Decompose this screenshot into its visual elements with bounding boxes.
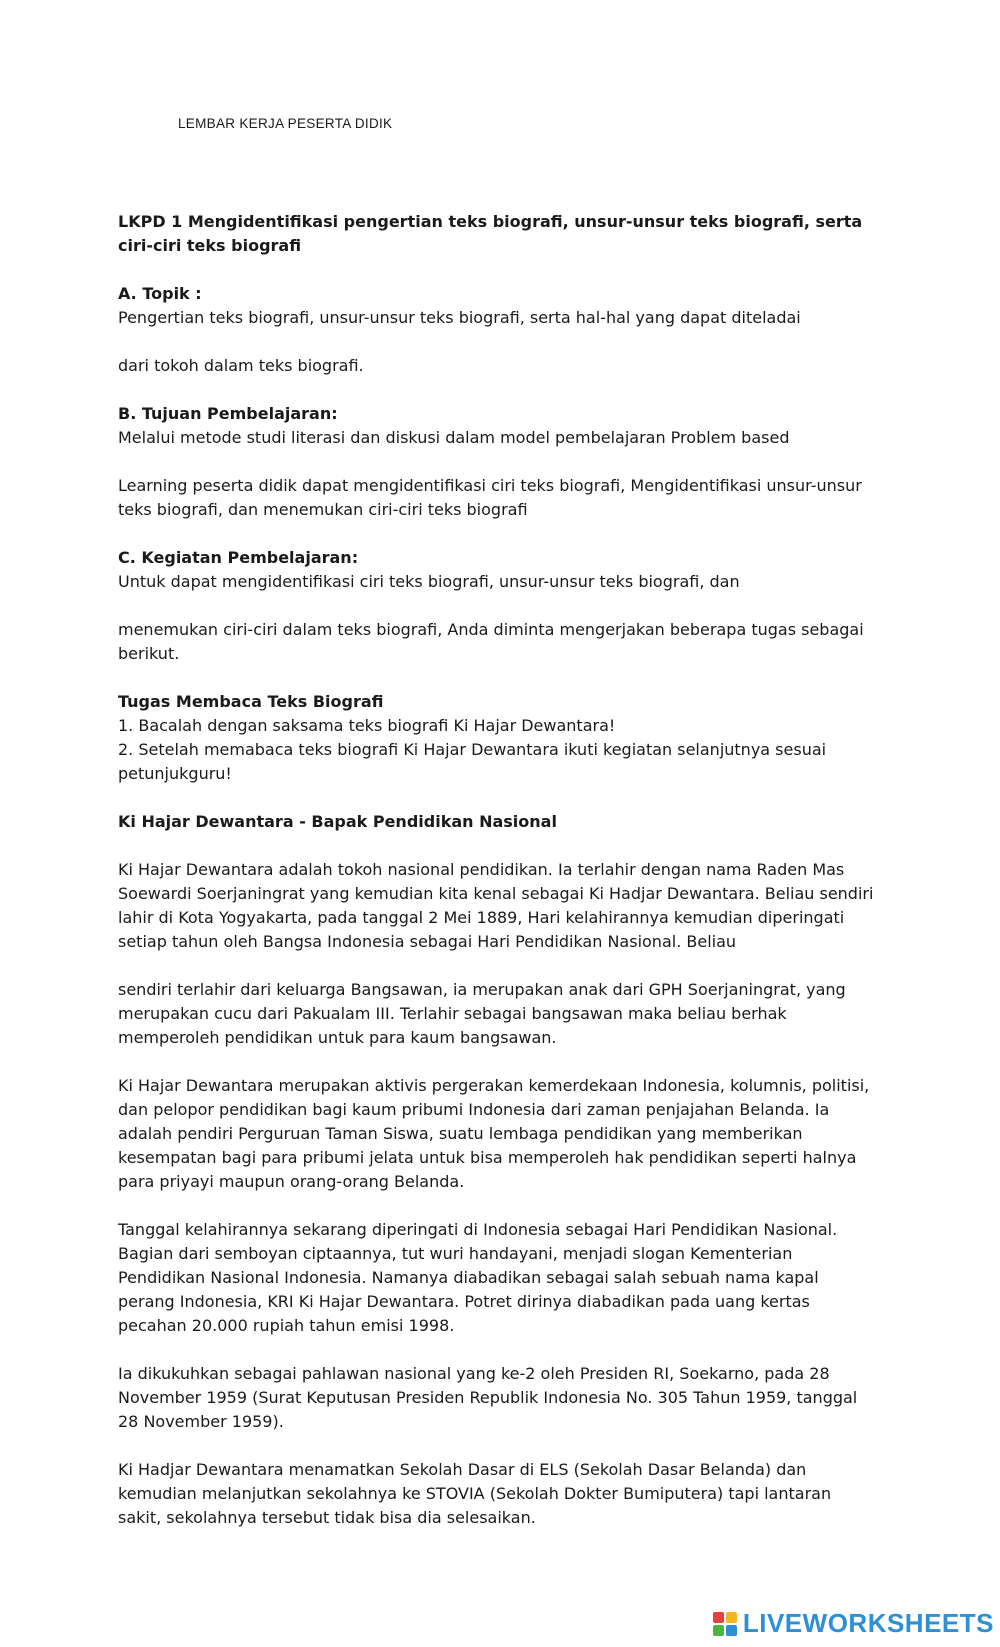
kegiatan-heading: C. Kegiatan Pembelajaran:: [118, 548, 359, 567]
tujuan-heading: B. Tujuan Pembelajaran:: [118, 404, 338, 423]
tugas-heading: Tugas Membaca Teks Biografi: [118, 692, 384, 711]
biografi-paragraph: Ia dikukuhkan sebagai pahlawan nasional yang ke-2 oleh Presiden RI, Soekarno, pada 28 November 1959 (Surat Keputusan Presiden Republik Indonesia No. 305 Tahun 1959, tanggal 28 November 1959).: [118, 1364, 858, 1431]
logo-square-green: [713, 1625, 724, 1636]
logo-square-red: [713, 1612, 724, 1623]
tujuan-text-2: Learning peserta didik dapat mengidentifikasi ciri teks biografi, Mengidentifikasi unsur-unsur teks biografi, dan menemukan ciri-ciri teks biografi: [118, 476, 862, 519]
logo-square-yellow: [726, 1612, 737, 1623]
kegiatan-text-2: menemukan ciri-ciri dalam teks biografi, Anda diminta mengerjakan beberapa tugas sebagai berikut.: [118, 620, 864, 663]
tujuan-text-1: Melalui metode studi literasi dan diskusi dalam model pembelajaran Problem based: [118, 428, 790, 447]
biografi-paragraph: sendiri terlahir dari keluarga Bangsawan, ia merupakan anak dari GPH Soerjaningrat, yang merupakan cucu dari Pakualam III. Terlahir sebagai bangsawan maka beliau berhak memperoleh pendidikan untuk para kaum bangsawan.: [118, 980, 846, 1047]
tugas-item: 2. Setelah memabaca teks biografi Ki Hajar Dewantara ikuti kegiatan selanjutnya sesuai petunjukguru!: [118, 740, 827, 783]
topik-text-1: Pengertian teks biografi, unsur-unsur teks biografi, serta hal-hal yang dapat diteladai: [118, 308, 801, 327]
watermark-text: LIVEWORKSHEETS: [742, 1608, 994, 1638]
worksheet-content: [118, 210, 878, 1530]
topik-heading: A. Topik :: [118, 284, 202, 303]
biografi-paragraph: Tanggal kelahirannya sekarang diperingati di Indonesia sebagai Hari Pendidikan Nasional. Bagian dari semboyan ciptaannya, tut wuri handayani, menjadi slogan Kementerian Pendidikan Nasional Indonesia. Namanya diabadikan sebagai salah sebuah nama kapal perang Indonesia, KRI Ki Hajar Dewantara. Potret dirinya diabadikan pada uang kertas pecahan 20.000 rupiah tahun emisi 1998.: [118, 1220, 838, 1335]
liveworksheets-logo-icon: [713, 1612, 737, 1636]
kegiatan-text-1: Untuk dapat mengidentifikasi ciri teks biografi, unsur-unsur teks biografi, dan: [118, 572, 740, 591]
biografi-paragraph: Ki Hadjar Dewantara menamatkan Sekolah Dasar di ELS (Sekolah Dasar Belanda) dan kemudian melanjutkan sekolahnya ke STOVIA (Sekolah Dokter Bumiputera) tapi lantaran sakit, sekolahnya tersebut tidak bisa dia selesaikan.: [118, 1460, 832, 1527]
topik-text-2: dari tokoh dalam teks biografi.: [118, 356, 364, 375]
biografi-title: Ki Hajar Dewantara - Bapak Pendidikan Nasional: [118, 812, 557, 831]
logo-square-blue: [726, 1625, 737, 1636]
tugas-item: 1. Bacalah dengan saksama teks biografi Ki Hajar Dewantara!: [118, 716, 616, 735]
tugas-list: [118, 714, 878, 786]
page-header: LEMBAR KERJA PESERTA DIDIK: [178, 116, 393, 131]
lkpd-title: LKPD 1 Mengidentifikasi pengertian teks biografi, unsur-unsur teks biografi, serta ciri-ciri teks biografi: [118, 212, 863, 255]
biografi-paragraph: Ki Hajar Dewantara adalah tokoh nasional pendidikan. Ia terlahir dengan nama Raden Mas Soewardi Soerjaningrat yang kemudian kita kenal sebagai Ki Hadjar Dewantara. Beliau sendiri lahir di Kota Yogyakarta, pada tanggal 2 Mei 1889, Hari kelahirannya kemudian diperingati setiap tahun oleh Bangsa Indonesia sebagai Hari Pendidikan Nasional. Beliau: [118, 860, 874, 951]
liveworksheets-watermark: [713, 1608, 994, 1639]
biografi-paragraph: Ki Hajar Dewantara merupakan aktivis pergerakan kemerdekaan Indonesia, kolumnis, politisi, dan pelopor pendidikan bagi kaum pribumi Indonesia dari zaman penjajahan Belanda. Ia adalah pendiri Perguruan Taman Siswa, suatu lembaga pendidikan yang memberikan kesempatan bagi para pribumi jelata untuk bisa memperoleh hak pendidikan seperti halnya para priyayi maupun orang-orang Belanda.: [118, 1076, 870, 1191]
